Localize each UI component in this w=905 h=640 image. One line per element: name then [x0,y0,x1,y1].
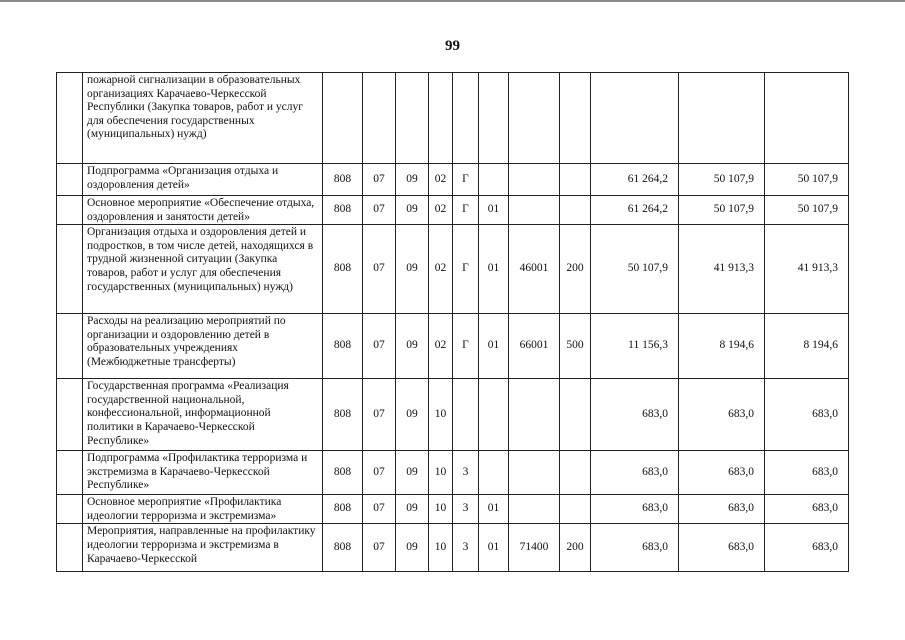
amount-year-3-cell: 41 913,3 [765,225,849,314]
code-subsection-cell: 09 [396,379,429,451]
code-subsection-cell: 09 [396,524,429,572]
code-subprogram-cell: Г [453,314,479,379]
table-body [57,73,849,572]
code-subprogram-cell: 3 [453,524,479,572]
item-name-cell: Основное мероприятие «Профилактика идеологии терроризма и экстремизма» [83,495,323,524]
item-name-cell: пожарной сигнализации в образовательных организациях Карачаево-Черкесской Республики (Закупка товаров, работ и услуг для обеспечения государственных (муниципальных) нужд) [83,73,323,164]
amount-year-2-cell: 8 194,6 [679,314,765,379]
amount-year-3-cell: 683,0 [765,451,849,495]
table-row [57,314,849,379]
code-section-cell: 07 [363,495,396,524]
code-direction-cell: 46001 [509,225,560,314]
code-ministry-cell: 808 [323,524,363,572]
budget-table [56,72,849,572]
row-number-cell [57,524,83,572]
table-row [57,524,849,572]
row-number-cell [57,314,83,379]
amount-year-3-cell: 683,0 [765,379,849,451]
code-event-cell: 01 [479,495,509,524]
table-row [57,196,849,225]
table-row [57,451,849,495]
code-subsection-cell: 09 [396,451,429,495]
amount-year-2-cell: 50 107,9 [679,164,765,196]
code-section-cell: 07 [363,451,396,495]
code-program-cell: 10 [429,495,453,524]
item-name-cell: Организация отдыха и оздоровления детей и подростков, в том числе детей, находящихся в трудной жизненной ситуации (Закупка товаров, работ и услуг для обеспечения государственных (муниципальных) нужд) [83,225,323,314]
code-program-cell: 02 [429,196,453,225]
row-number-cell [57,451,83,495]
code-subsection-cell: 09 [396,196,429,225]
row-number-cell [57,379,83,451]
amount-year-2-cell: 683,0 [679,524,765,572]
code-program-cell: 10 [429,379,453,451]
code-expense-type-cell [560,73,591,164]
amount-year-3-cell: 683,0 [765,495,849,524]
row-number-cell [57,495,83,524]
item-name-cell: Основное мероприятие «Обеспечение отдыха, оздоровления и занятости детей» [83,196,323,225]
table-row [57,164,849,196]
code-ministry-cell: 808 [323,451,363,495]
item-name-cell: Мероприятия, направленные на профилактику идеологии терроризма и экстремизма в Карачаево-Черкесской [83,524,323,572]
code-section-cell [363,73,396,164]
table-row [57,225,849,314]
amount-year-1-cell: 61 264,2 [591,164,679,196]
code-expense-type-cell: 200 [560,524,591,572]
amount-year-1-cell [591,73,679,164]
table-row [57,495,849,524]
code-subprogram-cell [453,379,479,451]
code-ministry-cell: 808 [323,164,363,196]
code-event-cell: 01 [479,196,509,225]
amount-year-3-cell: 50 107,9 [765,164,849,196]
amount-year-1-cell: 683,0 [591,495,679,524]
code-program-cell [429,73,453,164]
code-subsection-cell: 09 [396,225,429,314]
code-section-cell: 07 [363,314,396,379]
table-row [57,379,849,451]
amount-year-2-cell: 41 913,3 [679,225,765,314]
code-ministry-cell [323,73,363,164]
code-event-cell [479,73,509,164]
code-ministry-cell: 808 [323,495,363,524]
code-program-cell: 02 [429,225,453,314]
amount-year-3-cell: 683,0 [765,524,849,572]
amount-year-2-cell [679,73,765,164]
code-subsection-cell [396,73,429,164]
amount-year-1-cell: 11 156,3 [591,314,679,379]
row-number-cell [57,196,83,225]
code-direction-cell [509,164,560,196]
code-ministry-cell: 808 [323,379,363,451]
amount-year-2-cell: 683,0 [679,379,765,451]
code-subprogram-cell: Г [453,225,479,314]
code-ministry-cell: 808 [323,196,363,225]
row-number-cell [57,73,83,164]
code-subprogram-cell: 3 [453,451,479,495]
amount-year-2-cell: 683,0 [679,495,765,524]
code-section-cell: 07 [363,164,396,196]
amount-year-2-cell: 50 107,9 [679,196,765,225]
scan-edge [0,0,905,2]
amount-year-2-cell: 683,0 [679,451,765,495]
code-expense-type-cell [560,451,591,495]
item-name-cell: Подпрограмма «Профилактика терроризма и экстремизма в Карачаево-Черкесской Республике» [83,451,323,495]
code-ministry-cell: 808 [323,225,363,314]
code-direction-cell: 66001 [509,314,560,379]
code-expense-type-cell: 200 [560,225,591,314]
code-subprogram-cell: 3 [453,495,479,524]
code-direction-cell [509,73,560,164]
code-program-cell: 10 [429,451,453,495]
code-expense-type-cell [560,495,591,524]
code-event-cell [479,379,509,451]
code-subprogram-cell: Г [453,196,479,225]
code-event-cell: 01 [479,225,509,314]
row-number-cell [57,225,83,314]
code-program-cell: 02 [429,164,453,196]
amount-year-1-cell: 683,0 [591,379,679,451]
amount-year-1-cell: 683,0 [591,451,679,495]
code-section-cell: 07 [363,196,396,225]
code-subprogram-cell: Г [453,164,479,196]
row-number-cell [57,164,83,196]
item-name-cell: Расходы на реализацию мероприятий по организации и оздоровлению детей в образовательных учреждениях (Межбюджетные трансферты) [83,314,323,379]
code-direction-cell [509,495,560,524]
code-program-cell: 02 [429,314,453,379]
code-direction-cell: 71400 [509,524,560,572]
code-expense-type-cell [560,196,591,225]
code-section-cell: 07 [363,225,396,314]
code-direction-cell [509,451,560,495]
amount-year-1-cell: 50 107,9 [591,225,679,314]
code-ministry-cell: 808 [323,314,363,379]
code-event-cell: 01 [479,524,509,572]
amount-year-3-cell: 50 107,9 [765,196,849,225]
code-program-cell: 10 [429,524,453,572]
item-name-cell: Государственная программа «Реализация государственной национальной, конфессиональной, информационной политики в Карачаево-Черкесской Республике» [83,379,323,451]
item-name-cell: Подпрограмма «Организация отдыха и оздоровления детей» [83,164,323,196]
amount-year-3-cell [765,73,849,164]
code-direction-cell [509,196,560,225]
code-subsection-cell: 09 [396,164,429,196]
code-section-cell: 07 [363,379,396,451]
code-expense-type-cell: 500 [560,314,591,379]
code-section-cell: 07 [363,524,396,572]
code-subprogram-cell [453,73,479,164]
code-direction-cell [509,379,560,451]
code-expense-type-cell [560,379,591,451]
amount-year-1-cell: 683,0 [591,524,679,572]
page-number: 99 [445,38,460,54]
code-event-cell [479,164,509,196]
amount-year-1-cell: 61 264,2 [591,196,679,225]
code-expense-type-cell [560,164,591,196]
table-row [57,73,849,164]
code-subsection-cell: 09 [396,495,429,524]
amount-year-3-cell: 8 194,6 [765,314,849,379]
code-event-cell: 01 [479,314,509,379]
code-event-cell [479,451,509,495]
code-subsection-cell: 09 [396,314,429,379]
